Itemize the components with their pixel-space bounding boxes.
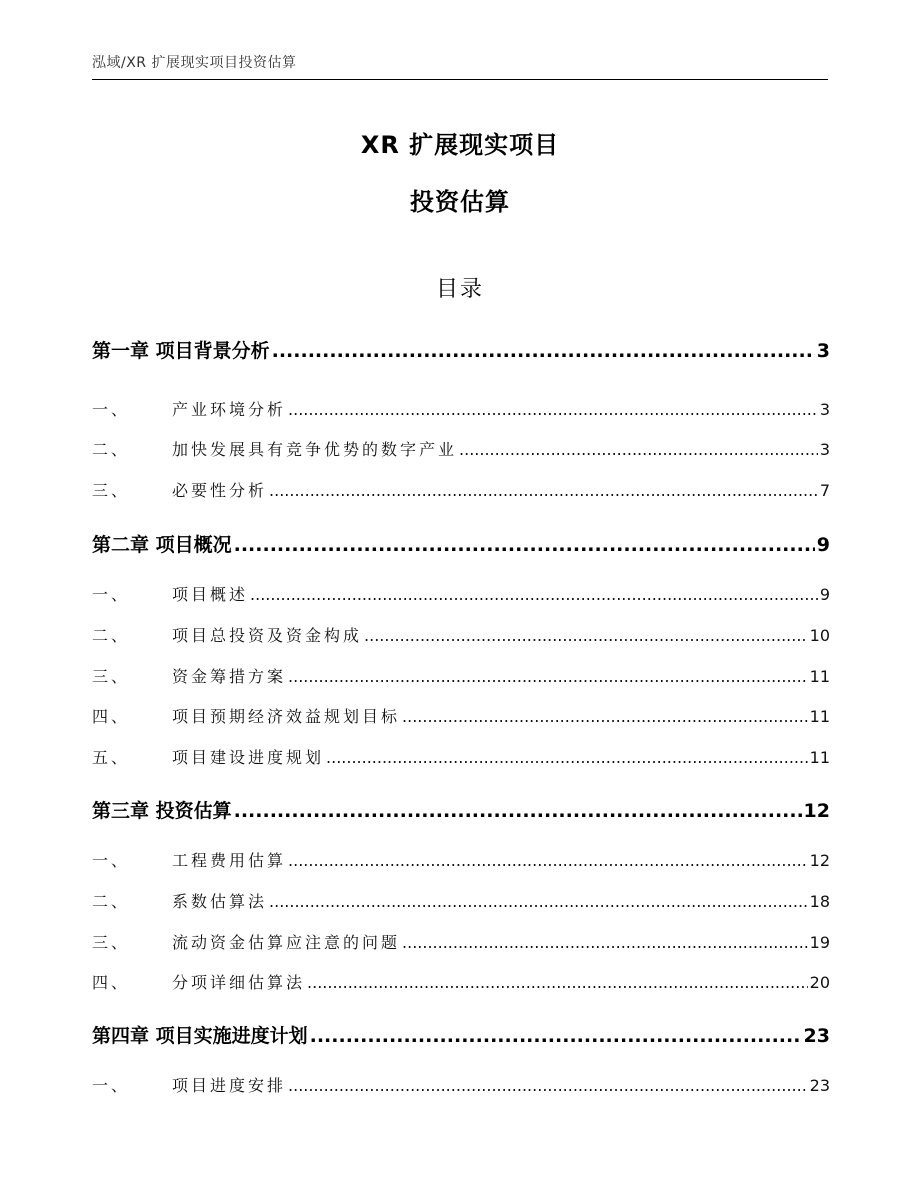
dot-leader	[307, 973, 808, 992]
toc-entry-label	[92, 664, 286, 687]
dot-leader	[402, 933, 808, 952]
toc-chapter-2[interactable]	[92, 530, 830, 557]
dot-leader	[288, 667, 808, 686]
toc-section-number: 四、	[92, 973, 131, 992]
toc-section-3-3[interactable]	[92, 930, 830, 953]
toc-section-4-1[interactable]	[92, 1073, 830, 1096]
toc-section-title: 必要性分析	[172, 481, 268, 500]
toc-section-2-3[interactable]	[92, 664, 830, 687]
toc-section-title: 项目总投资及资金构成	[172, 626, 363, 645]
toc-page-number: 9	[819, 585, 830, 604]
dot-leader	[288, 400, 818, 419]
toc-section-3-2[interactable]	[92, 889, 830, 912]
toc-section-2-5[interactable]	[92, 745, 830, 768]
toc-section-number: 二、	[92, 626, 131, 645]
dot-leader	[310, 1025, 802, 1047]
toc-section-3-4[interactable]	[92, 970, 830, 993]
toc-section-number: 二、	[92, 440, 131, 459]
toc-section-1-2[interactable]	[92, 437, 830, 460]
dot-leader	[402, 707, 808, 726]
toc-entry-label	[92, 582, 248, 605]
toc-page-number: 23	[809, 1076, 830, 1095]
toc-section-2-1[interactable]	[92, 582, 830, 605]
toc-entry-label	[92, 970, 305, 993]
toc-entry-label: 第四章 项目实施进度计划	[92, 1025, 308, 1047]
toc-section-title: 工程费用估算	[172, 851, 287, 870]
toc-section-number: 一、	[92, 851, 131, 870]
toc-section-title: 流动资金估算应注意的问题	[172, 933, 401, 952]
dot-leader	[234, 800, 802, 822]
toc-page-number: 3	[819, 400, 830, 419]
toc-section-title: 项目预期经济效益规划目标	[172, 707, 401, 726]
toc-page-number: 18	[809, 892, 830, 911]
toc-section-number: 一、	[92, 1076, 131, 1095]
toc-chapter-4[interactable]	[92, 1021, 830, 1048]
toc-page-number: 3	[816, 340, 830, 362]
toc-page-number: 23	[803, 1025, 830, 1047]
toc-page-number: 19	[809, 933, 830, 952]
toc-entry-label	[92, 848, 286, 871]
toc-section-title: 产业环境分析	[172, 400, 287, 419]
toc-page-number: 9	[816, 534, 830, 556]
toc-entry-label	[92, 437, 457, 460]
toc-section-number: 一、	[92, 585, 131, 604]
dot-leader	[288, 1076, 808, 1095]
document-title-line1: XR 扩展现实项目	[360, 131, 560, 159]
dot-leader	[459, 440, 818, 459]
toc-entry-label	[92, 1073, 286, 1096]
dot-leader	[364, 626, 808, 645]
toc-section-title: 项目概述	[172, 585, 249, 604]
toc-chapter-1[interactable]	[92, 336, 830, 363]
dot-leader	[234, 534, 815, 556]
toc-section-title: 项目进度安排	[172, 1076, 287, 1095]
toc-entry-label	[92, 930, 400, 953]
running-header: 泓域/XR 扩展现实项目投资估算	[92, 55, 297, 71]
toc-page-number: 12	[803, 800, 830, 822]
toc-section-title: 项目建设进度规划	[172, 748, 325, 767]
toc-section-3-1[interactable]	[92, 848, 830, 871]
toc-entry-label: 第三章 投资估算	[92, 800, 232, 822]
toc-section-2-2[interactable]	[92, 623, 830, 646]
toc-page-number: 11	[809, 707, 830, 726]
toc-section-number: 三、	[92, 481, 131, 500]
toc-entry-label	[92, 889, 267, 912]
toc-chapter-3[interactable]	[92, 796, 830, 823]
toc-section-title: 资金筹措方案	[172, 667, 287, 686]
toc-entry-label	[92, 478, 267, 501]
dot-leader	[250, 585, 818, 604]
toc-section-title: 加快发展具有竞争优势的数字产业	[172, 440, 458, 459]
toc-section-number: 三、	[92, 933, 131, 952]
toc-page-number: 20	[809, 973, 830, 992]
toc-entry-label	[92, 704, 400, 727]
toc-section-1-3[interactable]	[92, 478, 830, 501]
toc-page-number: 10	[809, 626, 830, 645]
toc-section-number: 四、	[92, 707, 131, 726]
toc-page-number: 3	[819, 440, 830, 459]
toc-section-title: 系数估算法	[172, 892, 268, 911]
toc-page-number: 11	[809, 667, 830, 686]
dot-leader	[326, 748, 808, 767]
toc-section-number: 二、	[92, 892, 131, 911]
toc-entry-label: 第一章 项目背景分析	[92, 340, 270, 362]
toc-entry-label	[92, 397, 286, 420]
toc-entry-label	[92, 623, 362, 646]
toc-heading: 目录	[435, 277, 484, 302]
dot-leader	[288, 851, 808, 870]
toc-entry-label	[92, 745, 324, 768]
toc-section-1-1[interactable]	[92, 397, 830, 420]
document-title-line2: 投资估算	[410, 188, 510, 216]
toc-section-title: 分项详细估算法	[172, 973, 306, 992]
toc-section-number: 三、	[92, 667, 131, 686]
toc-page-number: 11	[809, 748, 830, 767]
toc-page-number: 7	[819, 481, 830, 500]
dot-leader	[269, 892, 808, 911]
toc-page-number: 12	[809, 851, 830, 870]
toc-section-2-4[interactable]	[92, 704, 830, 727]
toc-section-number: 一、	[92, 400, 131, 419]
toc-entry-label: 第二章 项目概况	[92, 534, 232, 556]
header-divider	[92, 79, 828, 80]
dot-leader	[269, 481, 818, 500]
toc-section-number: 五、	[92, 748, 131, 767]
dot-leader	[272, 340, 815, 362]
